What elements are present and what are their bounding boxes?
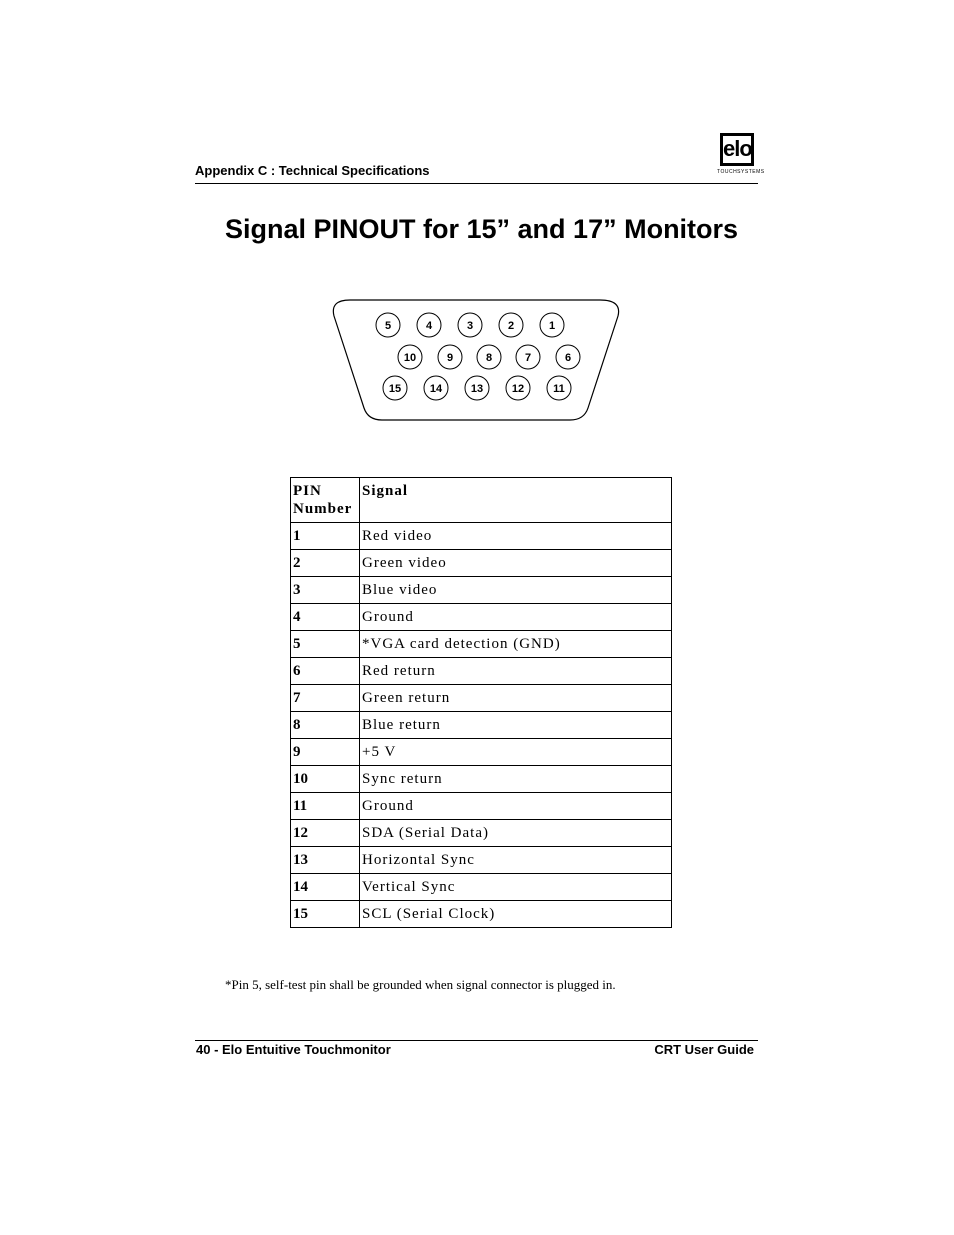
header-divider (195, 183, 758, 184)
pin-label: 10 (403, 352, 417, 364)
connector-pin (477, 345, 501, 369)
footer-divider (195, 1040, 758, 1041)
table-row (291, 523, 672, 550)
footer-guide-title: CRT User Guide (654, 1042, 754, 1057)
pin-label: 9 (446, 352, 454, 364)
pin-number-header (291, 478, 360, 523)
signal-cell: SCL (Serial Clock) (360, 901, 672, 928)
pin-label: 13 (470, 383, 484, 395)
footer-page-label: 40 - Elo Entuitive Touchmonitor (196, 1042, 391, 1057)
pin-label: 3 (466, 320, 474, 332)
table-row (291, 901, 672, 928)
pin-label: 4 (425, 320, 433, 332)
pin-number-cell: 15 (291, 901, 360, 928)
pin-header-line2: Number (293, 501, 353, 517)
vga-connector-diagram (330, 296, 622, 424)
connector-pin (499, 313, 523, 337)
table-header-row (291, 478, 672, 523)
pin-label: 11 (553, 383, 565, 395)
connector-pin (398, 345, 422, 369)
table-row (291, 793, 672, 820)
connector-pin (465, 376, 489, 400)
connector-pin (540, 313, 564, 337)
connector-pin (417, 313, 441, 337)
elo-logo (717, 133, 765, 178)
connector-pin (424, 376, 448, 400)
pin-number-cell: 13 (291, 847, 360, 874)
section-heading: Appendix C : Technical Specifications (195, 163, 430, 178)
elo-logo-mark: elo (720, 133, 754, 166)
connector-pin (438, 345, 462, 369)
signal-cell: Vertical Sync (360, 874, 672, 901)
pin-number-cell: 12 (291, 820, 360, 847)
pin-table (290, 477, 672, 928)
table-row (291, 658, 672, 685)
pin-label: 12 (511, 383, 525, 395)
connector-pin (383, 376, 407, 400)
table-row (291, 577, 672, 604)
connector-pin (458, 313, 482, 337)
signal-cell: +5 V (360, 739, 672, 766)
table-row (291, 820, 672, 847)
elo-logo-subtext: TOUCHSYSTEMS (717, 169, 765, 175)
footnote: *Pin 5, self-test pin shall be grounded when signal connector is plugged in. (225, 977, 616, 992)
pin-number-cell: 11 (291, 793, 360, 820)
pin-number-cell: 8 (291, 712, 360, 739)
pin-label: 7 (524, 352, 532, 364)
signal-cell: Ground (360, 604, 672, 631)
pin-label: 6 (564, 352, 572, 364)
table-row (291, 631, 672, 658)
signal-cell: Red video (360, 523, 672, 550)
pin-label: 15 (388, 383, 402, 395)
signal-cell: Sync return (360, 766, 672, 793)
connector-pin (376, 313, 400, 337)
table-row (291, 685, 672, 712)
pin-label: 8 (485, 352, 493, 364)
connector-pin (516, 345, 540, 369)
pin-label: 2 (507, 320, 515, 332)
signal-header: Signal (360, 478, 672, 523)
pin-number-cell: 3 (291, 577, 360, 604)
pin-number-cell: 2 (291, 550, 360, 577)
pin-number-cell: 7 (291, 685, 360, 712)
pin-number-cell: 4 (291, 604, 360, 631)
table-row (291, 604, 672, 631)
pin-header-line1: PIN (293, 483, 322, 499)
table-row (291, 550, 672, 577)
pin-label: 1 (548, 320, 556, 332)
pin-number-cell: 1 (291, 523, 360, 550)
pin-number-cell: 14 (291, 874, 360, 901)
connector-pin (506, 376, 530, 400)
connector-outline (333, 300, 618, 420)
signal-cell: Ground (360, 793, 672, 820)
connector-pin (547, 376, 571, 400)
connector-pin (556, 345, 580, 369)
table-row (291, 712, 672, 739)
signal-cell: Red return (360, 658, 672, 685)
signal-cell: Green video (360, 550, 672, 577)
signal-cell: Blue return (360, 712, 672, 739)
table-row (291, 847, 672, 874)
pin-number-cell: 9 (291, 739, 360, 766)
table-row (291, 739, 672, 766)
signal-cell: Horizontal Sync (360, 847, 672, 874)
page-title: Signal PINOUT for 15” and 17” Monitors (225, 214, 739, 244)
pin-number-cell: 10 (291, 766, 360, 793)
pin-label: 5 (384, 320, 392, 332)
signal-cell: Green return (360, 685, 672, 712)
table-row (291, 874, 672, 901)
signal-cell: *VGA card detection (GND) (360, 631, 672, 658)
signal-cell: SDA (Serial Data) (360, 820, 672, 847)
table-row (291, 766, 672, 793)
pin-label: 14 (429, 383, 443, 395)
signal-cell: Blue video (360, 577, 672, 604)
pin-number-cell: 6 (291, 658, 360, 685)
pin-number-cell: 5 (291, 631, 360, 658)
